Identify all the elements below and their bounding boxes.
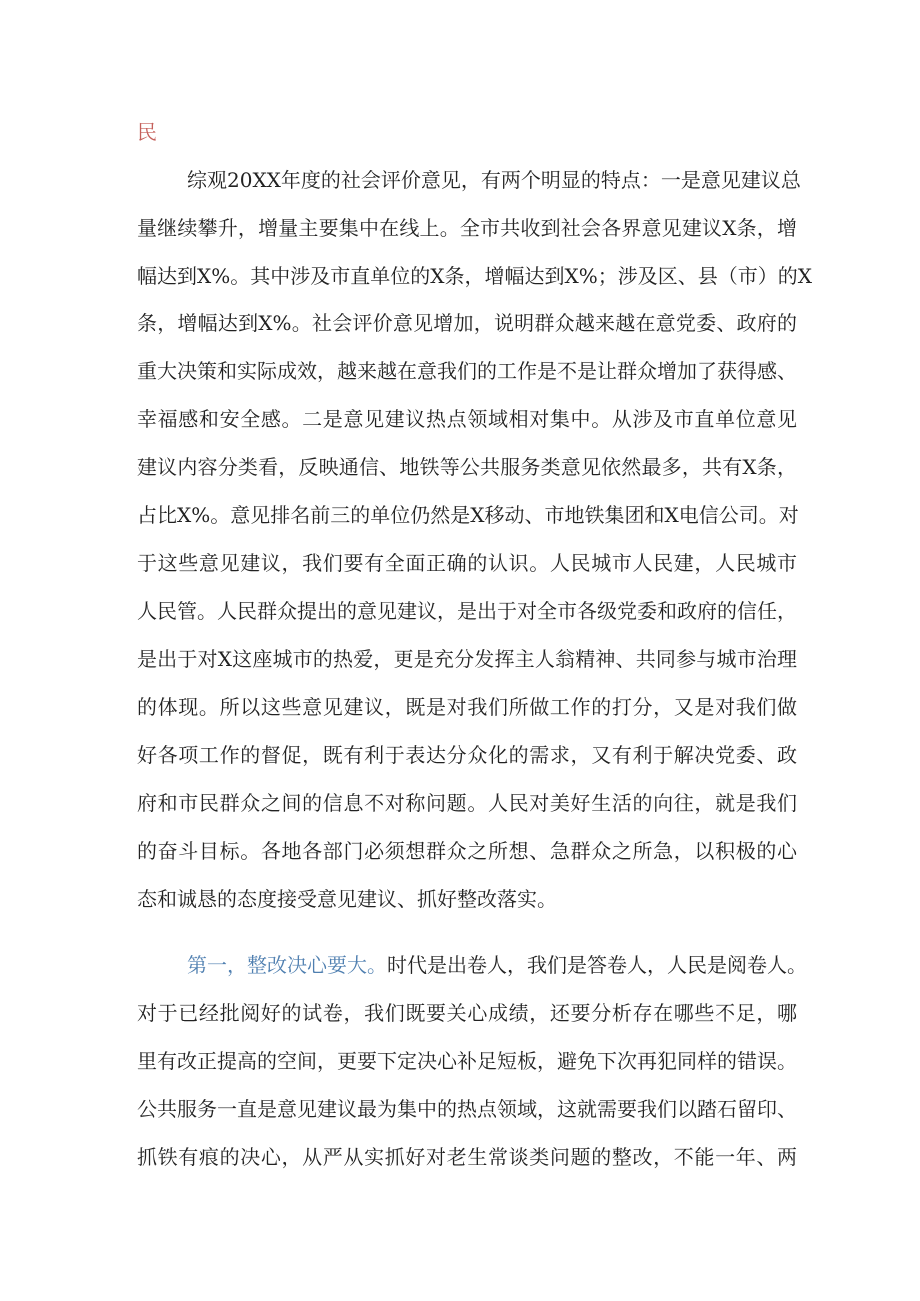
paragraph-2-line: 公共服务一直是意见建议最为集中的热点领域，这就需要我们以踏石留印、 (137, 1097, 797, 1121)
paragraph-1-line: 重大决策和实际成效，越来越在意我们的工作是不是让群众增加了获得感、 (137, 359, 797, 383)
paragraph-2-line: 里有改正提高的空间，更要下定决心补足短板，避免下次再犯同样的错误。 (137, 1049, 797, 1073)
paragraph-1-line: 的奋斗目标。各地各部门必须想群众之所想、急群众之所急，以积极的心 (137, 839, 797, 863)
paragraph-1-line: 幅达到X%。其中涉及市直单位的X条，增幅达到X%；涉及区、县（市）的X (137, 264, 812, 288)
paragraph-1-line: 条，增幅达到X%。社会评价意见增加，说明群众越来越在意党委、政府的 (137, 311, 797, 335)
paragraph-1-line: 好各项工作的督促，既有利于表达分众化的需求，又有利于解决党委、政 (137, 743, 797, 767)
paragraph-1-line: 量继续攀升，增量主要集中在线上。全市共收到社会各界意见建议X条，增 (137, 216, 797, 240)
paragraph-1-line: 占比X%。意见排名前三的单位仍然是X移动、市地铁集团和X电信公司。对 (137, 503, 799, 527)
paragraph-1-line: 态和诚恳的态度接受意见建议、抓好整改落实。 (137, 887, 557, 911)
paragraph-1-line: 建议内容分类看，反映通信、地铁等公共服务类意见依然最多，共有X条， (137, 455, 797, 479)
paragraph-1-line: 幸福感和安全感。二是意见建议热点领域相对集中。从涉及市直单位意见 (137, 407, 797, 431)
paragraph-2-first-line-text: 时代是出卷人，我们是答卷人，人民是阅卷人。 (387, 953, 807, 977)
section-heading: 第一，整改决心要大。 (187, 953, 387, 977)
paragraph-1-line: 的体现。所以这些意见建议，既是对我们所做工作的打分，又是对我们做 (137, 695, 797, 719)
paragraph-1-line: 府和市民群众之间的信息不对称问题。人民对美好生活的向往，就是我们 (137, 791, 797, 815)
paragraph-2-line: 对于已经批阅好的试卷，我们既要关心成绩，还要分析存在哪些不足，哪 (137, 1001, 797, 1025)
paragraph-1-line: 是出于对X这座城市的热爱，更是充分发挥主人翁精神、共同参与城市治理 (137, 647, 797, 671)
paragraph-2-line: 抓铁有痕的决心，从严从实抓好对老生常谈类问题的整改，不能一年、两 (137, 1145, 797, 1169)
paragraph-1-line: 人民管。人民群众提出的意见建议，是出于对全市各级党委和政府的信任， (137, 599, 797, 623)
paragraph-1-line: 于这些意见建议，我们要有全面正确的认识。人民城市人民建，人民城市 (137, 551, 797, 575)
continuation-fragment: 民 (137, 120, 157, 144)
paragraph-2-first-line (187, 951, 807, 979)
paragraph-1-line: 综观20XX年度的社会评价意见，有两个明显的特点：一是意见建议总 (187, 168, 801, 192)
